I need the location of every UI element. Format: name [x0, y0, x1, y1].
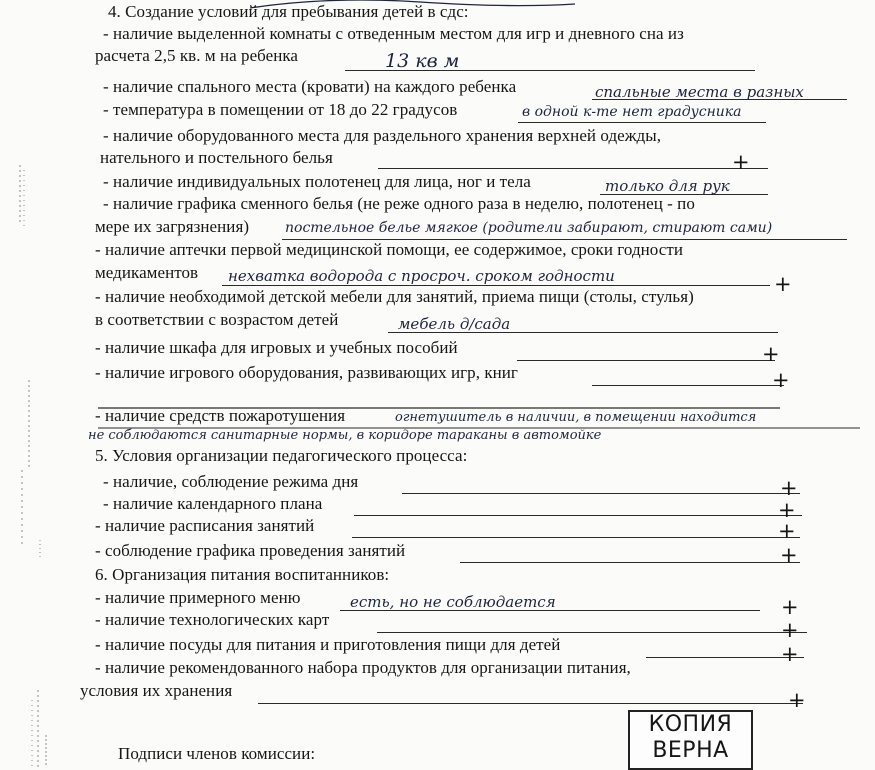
- stamp-line-1: КОПИЯ: [648, 712, 733, 737]
- answer-line-wardrobe: [378, 168, 768, 169]
- answer-line-products: [258, 703, 803, 704]
- item-products: - наличие рекомендованного набора продуктов для организации питания,: [95, 658, 631, 677]
- mark-schedule-compliance: +: [780, 543, 798, 567]
- item-fire: - наличие средств пожаротушения: [95, 406, 346, 425]
- hw-fire-cont: не соблюдаются санитарные нормы, в коридоре тараканы в автомойке: [88, 428, 602, 443]
- signatures-label: Подписи членов комиссии:: [118, 744, 316, 763]
- answer-line-tech-cards: [377, 632, 807, 633]
- item-room: - наличие выделенной комнаты с отведенным местом для игр и дневного сна из: [103, 24, 684, 43]
- item-linen-schedule: - наличие графика сменного белья (не реже одного раза в неделю, полотенец - по: [103, 194, 695, 213]
- item-furniture-cont: в соответствии с возрастом детей: [95, 310, 339, 329]
- item-furniture: - наличие необходимой детской мебели для занятий, приема пищи (столы, стулья): [95, 287, 694, 306]
- hw-beds: спальные места в разных: [595, 83, 804, 101]
- hw-first-aid: нехватка водорода с просроч. сроком годности: [228, 267, 615, 285]
- item-wardrobe-cont: нательного и постельного белья: [100, 148, 333, 167]
- answer-line-schedule: [352, 537, 800, 538]
- mark-wardrobe: +: [732, 150, 750, 174]
- item-tech-cards: - наличие технологических карт: [95, 610, 330, 629]
- mark-calendar-plan: +: [778, 498, 796, 522]
- answer-line-calendar-plan: [354, 515, 802, 516]
- mark-tech-cards: +: [781, 618, 799, 642]
- answer-line-first-aid: [222, 285, 770, 286]
- item-dishes: - наличие посуды для питания и приготовления пищи для детей: [95, 635, 561, 654]
- item-menu: - наличие примерного меню: [95, 588, 301, 607]
- hw-menu: есть, но не соблюдается: [350, 593, 556, 611]
- hw-towels: только для рук: [605, 177, 730, 195]
- item-linen-schedule-cont: мере их загрязнения): [95, 217, 250, 236]
- stamp-line-2: ВЕРНА: [652, 738, 729, 763]
- item-schedule-compliance: - соблюдение графика проведения занятий: [95, 541, 406, 560]
- section-6-heading: 6. Организация питания воспитанников:: [95, 565, 390, 584]
- mark-first-aid: +: [774, 272, 792, 296]
- item-calendar-plan: - наличие календарного плана: [103, 494, 323, 513]
- mark-shelves: +: [762, 342, 780, 366]
- answer-line-daily-routine: [402, 493, 800, 494]
- mark-play-equipment: +: [772, 368, 790, 392]
- copy-certified-stamp: [628, 710, 753, 770]
- item-wardrobe: - наличие оборудованного места для раздельного хранения верхней одежды,: [103, 126, 661, 145]
- answer-line-temperature: [518, 122, 766, 123]
- item-products-cont: условия их хранения: [80, 681, 233, 700]
- item-temperature: - температура в помещении от 18 до 22 градусов: [103, 100, 458, 119]
- hw-area: 13 кв м: [385, 50, 460, 72]
- item-play-equipment: - наличие игрового оборудования, развивающих игр, книг: [95, 363, 518, 382]
- item-first-aid: - наличие аптечки первой медицинской помощи, ее содержимое, сроки годности: [95, 240, 683, 259]
- hw-fire: огнетушитель в наличии, в помещении находится: [395, 410, 757, 425]
- mark-menu: +: [781, 595, 799, 619]
- item-first-aid-cont: медикаментов: [95, 263, 199, 282]
- item-schedule: - наличие расписания занятий: [95, 516, 315, 535]
- answer-line-play-equipment: [592, 385, 784, 386]
- item-room-area: расчета 2,5 кв. м на ребенка: [95, 46, 299, 65]
- mark-dishes: +: [781, 642, 799, 666]
- answer-line-shelves: [517, 360, 775, 361]
- mark-daily-routine: +: [780, 476, 798, 500]
- hw-furniture: мебель д/сада: [398, 315, 511, 333]
- mark-products: +: [788, 688, 806, 712]
- answer-line-schedule-compliance: [460, 562, 800, 563]
- mark-schedule: +: [778, 519, 796, 543]
- hw-temperature: в одной к-те нет градусника: [522, 104, 742, 120]
- section-4-heading: 4. Создание условий для пребывания детей в сдс:: [108, 2, 469, 21]
- item-shelves: - наличие шкафа для игровых и учебных пособий: [95, 338, 458, 357]
- item-towels: - наличие индивидуальных полотенец для лица, ног и тела: [103, 172, 531, 191]
- section-5-heading: 5. Условия организации педагогического процесса:: [95, 446, 468, 465]
- item-daily-routine: - наличие, соблюдение режима дня: [103, 472, 359, 491]
- hw-linen: постельное белье мягкое (родители забирают, стирают сами): [285, 220, 773, 236]
- item-beds: - наличие спального места (кровати) на каждого ребенка: [103, 77, 517, 96]
